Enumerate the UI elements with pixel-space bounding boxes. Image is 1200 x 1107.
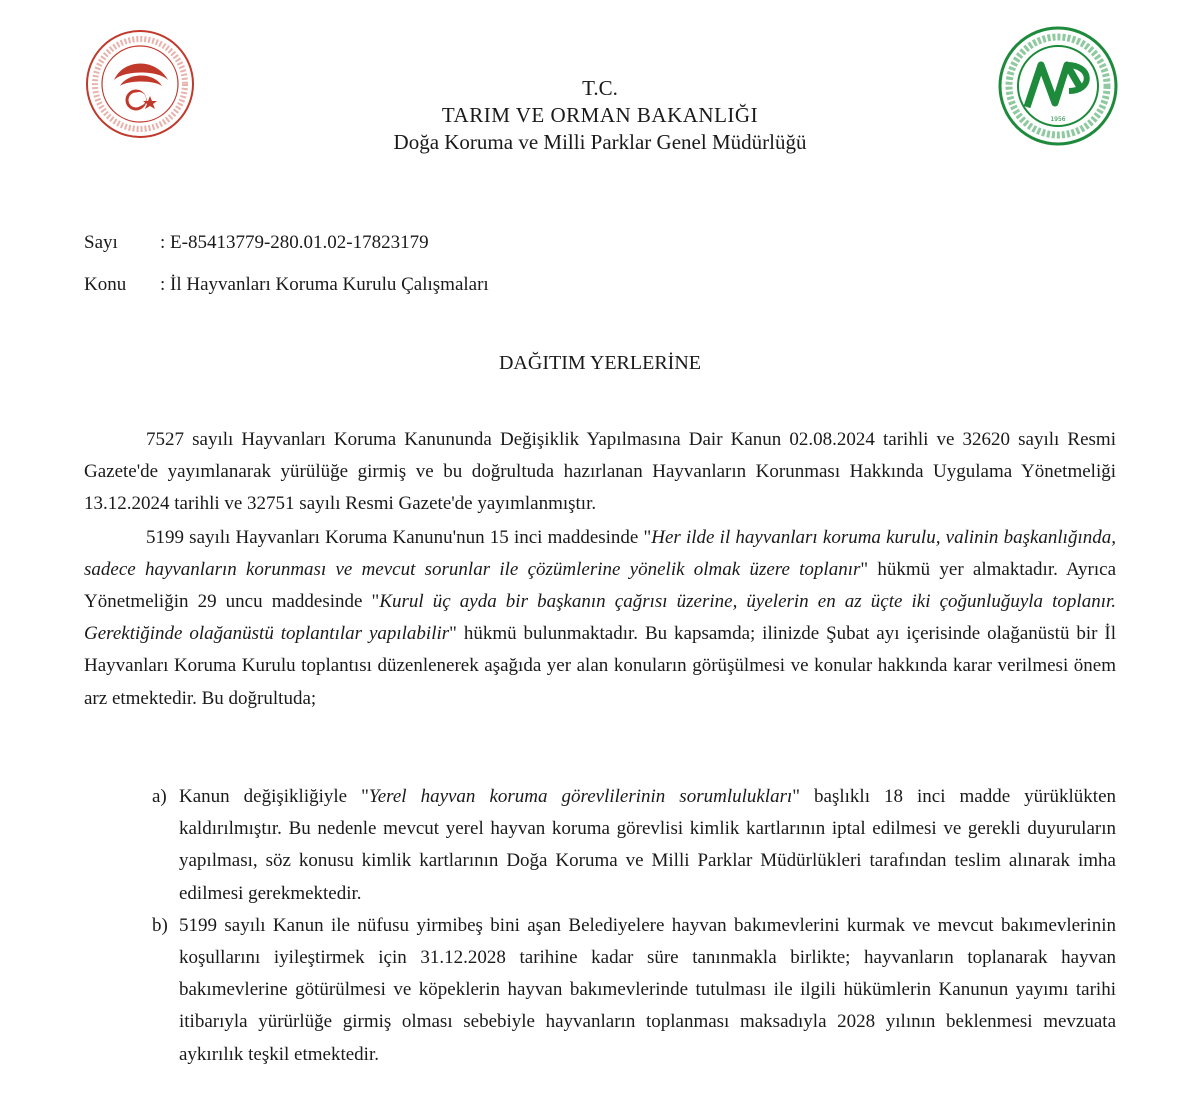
item-a-text: Kanun değişikliğiyle " bbox=[179, 786, 369, 807]
header-directorate: Doğa Koruma ve Milli Parklar Genel Müdürlüğü bbox=[393, 130, 807, 154]
item-list bbox=[152, 781, 1116, 1071]
header-ministry: TARIM VE ORMAN BAKANLIĞI bbox=[441, 103, 759, 127]
sayi-label: Sayı bbox=[84, 232, 118, 253]
paragraph-2-text: 5199 sayılı Hayvanları Koruma Kanunu'nun 15 inci maddesinde " bbox=[146, 526, 652, 548]
paragraph-2-quote-1: Her ilde il hayvanları koruma kurulu, valinin başkanlığında, sadece hayvanların korunması ve mevcut sorunlar ile çözümlerine yönelik olmak üzere toplanır bbox=[84, 526, 1116, 580]
paragraph-1: 7527 sayılı Hayvanları Koruma Kanununda Değişiklik Yapılmasına Dair Kanun 02.08.2024 tarihli ve 32620 sayılı Resmi Gazete'de yayımlanarak yürülüğe girmiş ve bu doğrultuda hazırlanan Hayvanların Korunması Hakkında Uygulama Yönetmeliği 13.12.2024 tarihli ve 32751 sayılı Resmi Gazete'de yayımlanmıştır. bbox=[84, 429, 1116, 515]
paragraph-2 bbox=[84, 522, 1116, 715]
sayi-row bbox=[84, 232, 429, 254]
paragraph-2-quote-2: Kurul üç ayda bir başkanın çağrısı üzerine, üyelerin en az üçte iki çoğunluğuyla toplanır. Gerektiğinde olağanüstü toplantılar yapılabilir bbox=[84, 591, 1117, 645]
list-item bbox=[152, 910, 1116, 1071]
paragraph-2-text: " hükmü yer almaktadır. Ayrıca Yönetmeliğin 29 uncu maddesinde " bbox=[84, 558, 1117, 613]
konu-label: Konu bbox=[84, 274, 127, 295]
item-a-quote: Yerel hayvan koruma görevlilerinin sorumlulukları bbox=[368, 786, 793, 807]
sayi-value: : E-85413779-280.01.02-17823179 bbox=[160, 232, 429, 253]
list-marker: b) bbox=[152, 914, 168, 936]
document-title: DAĞITIM YERLERİNE bbox=[498, 352, 701, 374]
konu-row bbox=[84, 274, 489, 296]
paragraph-2-text: " hükmü bulunmaktadır. Bu kapsamda; ilinizde Şubat ayı içerisinde olağanüstü bir İl Hayvanları Koruma Kurulu toplantısı düzenlenerek aşağıda yer alan konuların görüşülmesi ve konular hakkında karar verilmesi önem arz etmektedir. Bu doğrultuda; bbox=[84, 623, 1116, 709]
document-body bbox=[84, 424, 1116, 715]
header-tc: T.C. bbox=[582, 76, 618, 100]
item-b-text: 5199 sayılı Kanun ile nüfusu yirmibeş bini aşan Belediyelere hayvan bakımevlerini kurmak ve mevcut bakımevlerinin koşullarını iyileştirmek için 31.12.2028 tarihine kadar süre tanınmakla birlikte; hayvanların toplanarak hayvan bakımevlerine götürülmesi ve köpeklerin hayvan bakımevlerinde tutulması ile ilgili hükümlerin Kanunun yayımı tarihi itibarıyla yürürlüğe girmiş olması sebebiyle hayvanların toplanması maksadıyla 2028 yılının beklenmesi mevzuata aykırılık teşkil etmektedir. bbox=[179, 914, 1116, 1065]
svg-text:1956: 1956 bbox=[1050, 116, 1066, 123]
list-marker: a) bbox=[152, 786, 167, 807]
letterhead bbox=[0, 75, 1200, 156]
konu-value: : İl Hayvanları Koruma Kurulu Çalışmaları bbox=[160, 274, 489, 295]
list-item bbox=[152, 781, 1116, 910]
item-a-text: " başlıklı 18 inci madde yürüklükten kaldırılmıştır. Bu nedenle mevcut yerel hayvan koruma görevlisi kimlik kartlarının iptal edilmesi ve gerekli duyuruların yapılması, söz konusu kimlik kartlarının Doğa Koruma ve Milli Parklar Müdürlükleri tarafından teslim alınarak imha edilmesi gerekmektedir. bbox=[179, 786, 1117, 904]
